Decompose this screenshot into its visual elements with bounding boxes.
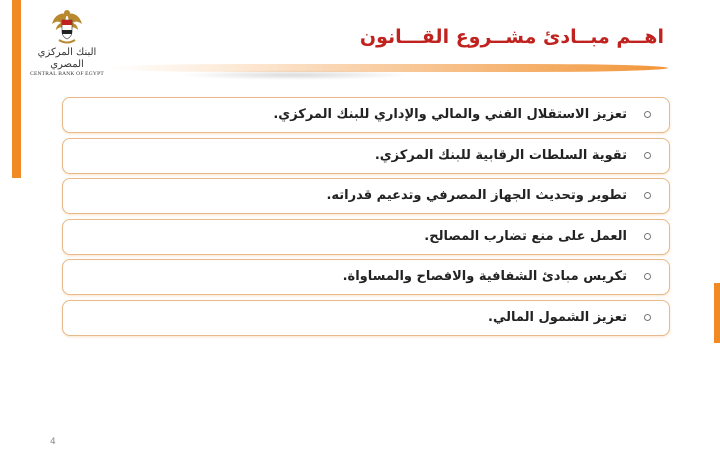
left-accent-bar	[12, 0, 21, 178]
list-item-text: تطوير وتحديث الجهاز المصرفي وتدعيم قدراته.	[326, 188, 627, 203]
list-item	[62, 178, 670, 214]
list-item	[62, 259, 670, 295]
logo-english-name: CENTRAL BANK OF EGYPT	[30, 71, 104, 77]
eagle-emblem-icon	[50, 8, 84, 46]
title-underline-shadow	[180, 70, 410, 80]
bullet-circle-icon	[644, 152, 651, 159]
list-item	[62, 138, 670, 174]
bullet-circle-icon	[644, 111, 651, 118]
list-item-text: تقوية السلطات الرقابية للبنك المركزي.	[374, 147, 627, 163]
bullet-circle-icon	[644, 273, 651, 280]
list-item-text: تعزيز الشمول المالي.	[488, 309, 627, 325]
list-item-text: تكريس مبادئ الشفافية والافصاح والمساواة.	[342, 269, 627, 284]
list-item	[62, 219, 670, 255]
logo-arabic-name: البنك المركزي المصري	[37, 47, 97, 70]
title-underline	[108, 64, 668, 72]
principles-list	[62, 97, 670, 340]
right-accent-bar	[714, 283, 720, 343]
list-item-text: العمل على منع تضارب المصالح.	[424, 228, 627, 244]
bullet-circle-icon	[644, 314, 651, 321]
slide-title: اهــم مبــادئ مشــروع القـــانون	[359, 26, 664, 48]
central-bank-logo	[28, 8, 106, 80]
list-item-text: تعزيز الاستقلال الفني والمالي والإداري للبنك المركزي.	[273, 107, 627, 122]
bullet-circle-icon	[644, 192, 651, 199]
bullet-circle-icon	[644, 233, 651, 240]
list-item	[62, 97, 670, 133]
page-number: 4	[50, 437, 56, 447]
list-item	[62, 300, 670, 336]
